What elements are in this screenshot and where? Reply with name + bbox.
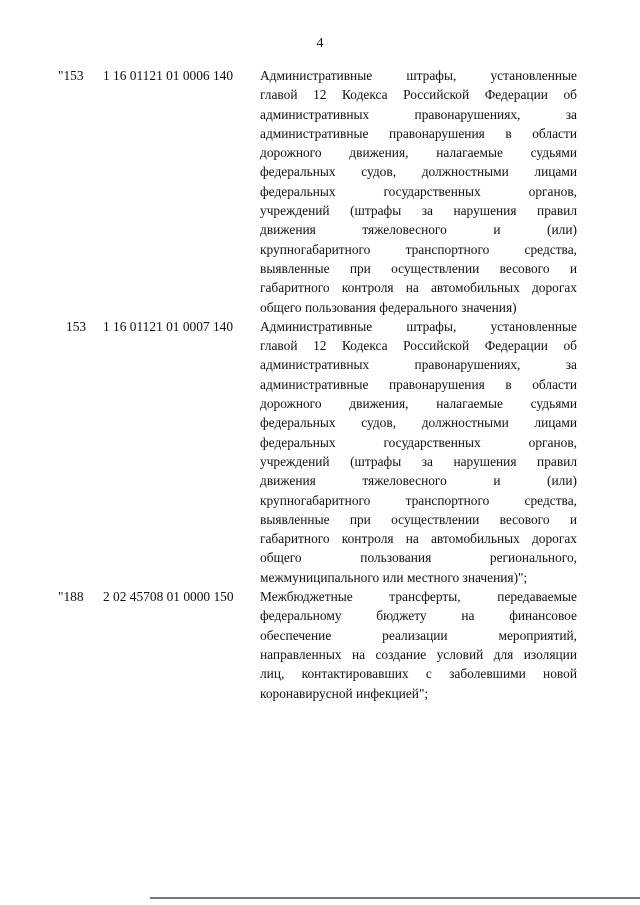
description-line: общего пользования федерального значения) <box>260 299 517 315</box>
page-number: 4 <box>316 36 324 51</box>
description-line: выявленные при осуществлении весового и <box>260 260 577 276</box>
description-line: федеральных судов, должностными лицами <box>260 415 577 431</box>
description-line: административные правонарушения в области <box>260 376 577 392</box>
description-line: федеральному бюджету на финансовое <box>260 608 577 624</box>
description-line: федеральных судов, должностными лицами <box>260 164 577 180</box>
description-line: Административные штрафы, установленные <box>260 68 577 83</box>
description-line: межмуниципального или местного значения)"; <box>260 569 528 585</box>
description-line: движения тяжеловесного и (или) <box>260 222 577 238</box>
description-line: дорожного движения, налагаемые судьями <box>260 145 577 161</box>
description-line: учреждений (штрафы за нарушения правил <box>260 453 577 469</box>
income-description <box>260 66 577 317</box>
description-line: федеральных государственных органов, <box>260 434 577 450</box>
table-row <box>0 66 640 317</box>
description-line: общего пользования регионального, <box>260 550 577 566</box>
budget-code-table <box>0 66 640 703</box>
description-line: крупногабаритного транспортного средства, <box>260 492 577 508</box>
admin-code: "188 <box>58 589 84 605</box>
description-line: габаритного контроля на автомобильных дорогах <box>260 280 577 296</box>
description-line: габаритного контроля на автомобильных дорогах <box>260 531 577 547</box>
table-row <box>0 317 640 587</box>
table-row <box>0 587 640 703</box>
description-line: главой 12 Кодекса Российской Федерации об <box>260 338 577 354</box>
description-line: направленных на создание условий для изоляции <box>260 646 577 662</box>
description-line: движения тяжеловесного и (или) <box>260 473 577 489</box>
description-line: главой 12 Кодекса Российской Федерации об <box>260 87 577 103</box>
description-line: лиц, контактировавших с заболевшими новой <box>260 666 577 682</box>
description-line: коронавирусной инфекцией"; <box>260 685 429 701</box>
description-line: административных правонарушениях, за <box>260 357 577 373</box>
scan-edge-line <box>150 897 640 899</box>
description-line: федеральных государственных органов, <box>260 183 577 199</box>
description-line: учреждений (штрафы за нарушения правил <box>260 203 577 219</box>
income-code: 2 02 45708 01 0000 150 <box>103 589 234 605</box>
description-line: дорожного движения, налагаемые судьями <box>260 396 577 412</box>
description-line: Межбюджетные трансферты, передаваемые <box>260 589 577 605</box>
income-description <box>260 317 577 587</box>
income-code: 1 16 01121 01 0006 140 <box>103 68 234 83</box>
description-line: административных правонарушениях, за <box>260 106 577 122</box>
description-line: административные правонарушения в области <box>260 125 577 141</box>
description-line: выявленные при осуществлении весового и <box>260 511 577 527</box>
description-line: обеспечение реализации мероприятий, <box>260 627 577 643</box>
admin-code: "153 <box>58 68 84 83</box>
income-description <box>260 587 577 703</box>
description-line: крупногабаритного транспортного средства, <box>260 241 577 257</box>
admin-code: 153 <box>66 318 87 334</box>
description-line: Административные штрафы, установленные <box>260 318 577 334</box>
income-code: 1 16 01121 01 0007 140 <box>103 318 234 334</box>
